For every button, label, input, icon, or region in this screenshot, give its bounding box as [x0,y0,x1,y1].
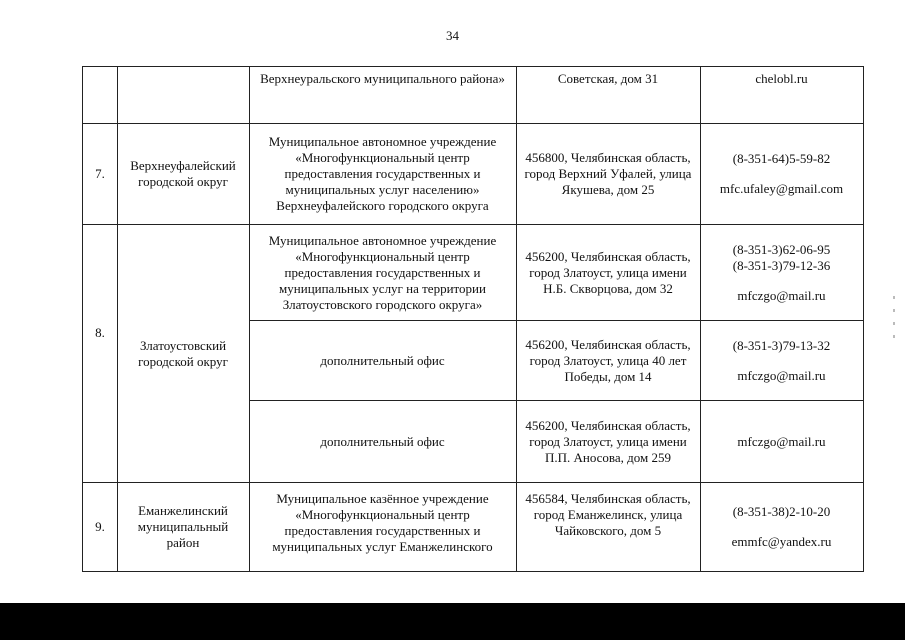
center-name-cell [249,124,516,224]
phone-text: (8-351-3)79-12-36 [732,257,831,273]
row-number: 7. [95,166,105,181]
address-text: 456200, Челябинская область, город Златоуст, улица имени П.П. Аносова, дом 259 [525,417,691,465]
scan-edge-marks [893,296,897,348]
row-number-cell [83,483,117,571]
municipality-cell [117,225,249,482]
municipality-cell [117,483,249,571]
contacts-cell [700,401,863,482]
center-name-text: Верхнеуральского муниципального района» [260,71,505,86]
mfc-table [82,66,864,572]
contacts-cell [700,124,863,224]
row-number-cell [83,124,117,224]
email-text: emmfc@yandex.ru [731,534,832,549]
phone-text: (8-351-3)62-06-95 [732,241,831,257]
email-text: mfczgo@mail.ru [737,287,826,303]
municipality-cell [117,124,249,224]
center-name-text: Муниципальное автономное учреждение «Многофункциональный центр предоставления государственных и муниципальных услуг населению» Верхнеуфалейского городского округа [268,134,497,213]
address-text: 456800, Челябинская область, город Верхний Уфалей, улица Якушева, дом 25 [524,150,692,197]
website-cell [700,69,863,89]
scan-bottom-border [0,603,905,640]
contacts-cell [700,483,863,571]
page-number: 34 [446,28,459,43]
email-text: mfczgo@mail.ru [737,367,826,383]
municipality-name: Златоустовский городской округ [138,337,228,369]
row-number: 8. [95,325,105,340]
phone-text: (8-351-64)5-59-82 [732,151,831,166]
row-number-cell [83,225,117,482]
center-name-cell [249,401,516,482]
phone-text: (8-351-38)2-10-20 [732,504,831,519]
center-name-text: дополнительный офис [320,352,445,368]
address-cell [516,69,700,89]
address-text: 456200, Челябинская область, город Златоуст, улица 40 лет Победы, дом 14 [525,336,691,384]
website-text: chelobl.ru [755,71,808,86]
address-text: Советская, дом 31 [557,71,659,86]
center-name-cell [249,321,516,400]
address-cell [516,225,700,320]
center-name-cell [249,69,516,109]
contacts-cell [700,225,863,320]
address-text: 456584, Челябинская область, город Еманжелинск, улица Чайковского, дом 5 [525,491,691,538]
center-name-text: Муниципальное автономное учреждение «Многофункциональный центр предоставления государственных и муниципальных услуг на территории Златоустовского городского округа» [268,232,497,312]
center-name-cell [249,225,516,320]
email-text: mfc.ufaley@gmail.com [719,181,844,196]
contacts-cell [700,321,863,400]
address-cell [516,124,700,224]
address-text: 456200, Челябинская область, город Златоуст, улица имени Н.Б. Скворцова, дом 32 [525,248,691,296]
row-number: 9. [95,519,105,534]
municipality-name: Еманжелинский муниципальный район [137,503,229,550]
address-cell [516,483,700,571]
municipality-name: Верхнеуфалейский городской округ [130,158,236,189]
center-name-cell [249,483,516,571]
address-cell [516,401,700,482]
phone-text: (8-351-3)79-13-32 [732,337,831,353]
center-name-text: Муниципальное казённое учреждение «Многофункциональный центр предоставления государственных и муниципальных услуг Еманжелинского [272,491,493,554]
table-row [83,67,89,71]
email-text: mfczgo@mail.ru [737,433,826,449]
center-name-text: дополнительный офис [320,433,445,449]
address-cell [516,321,700,400]
